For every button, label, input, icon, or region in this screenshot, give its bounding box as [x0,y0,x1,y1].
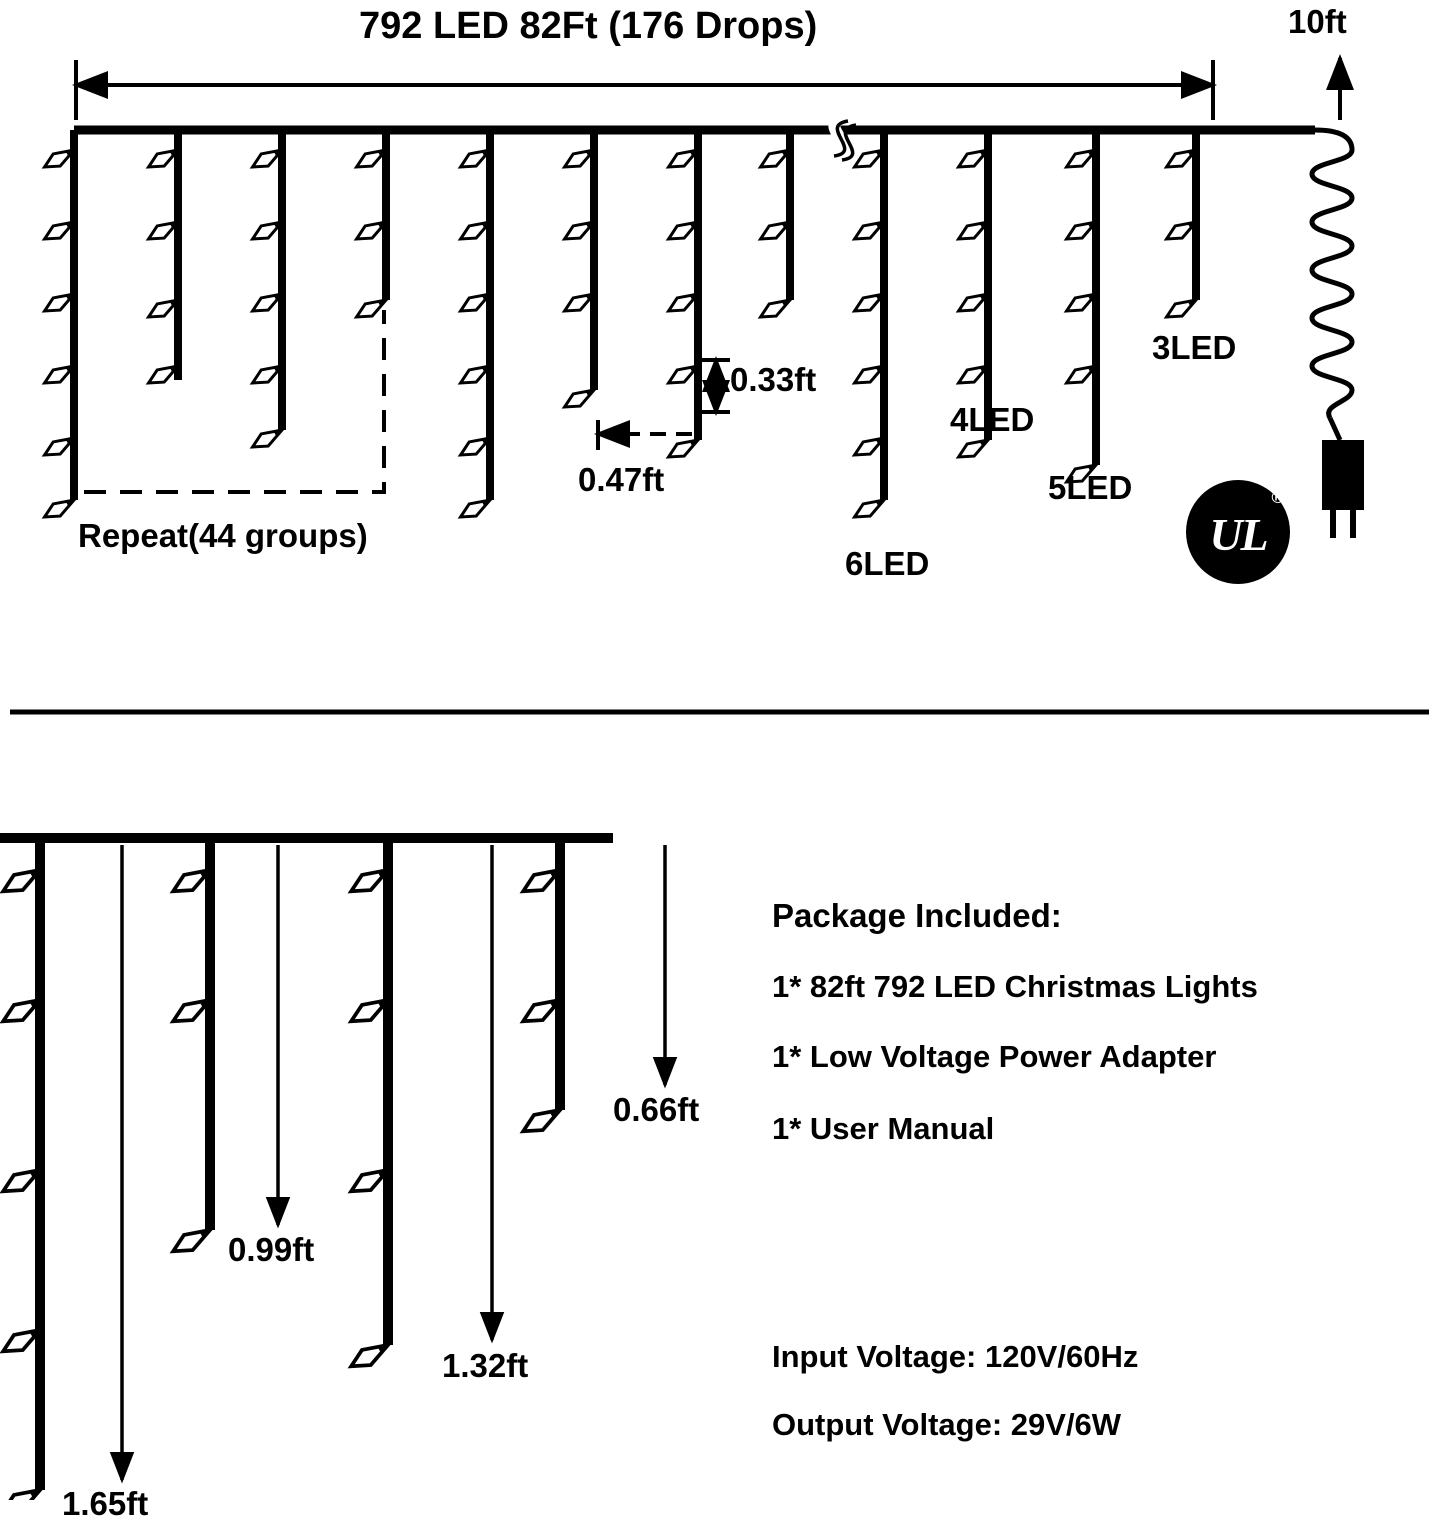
package-item: 1* Low Voltage Power Adapter [772,1039,1217,1074]
detail-length-label-066: 0.66ft [613,1091,700,1128]
ul-logo-icon [1186,480,1290,584]
drop-strand [757,130,793,323]
diagram-title: 792 LED 82Ft (176 Drops) [359,5,818,47]
drop-strand [353,130,389,323]
input-voltage-spec: Input Voltage: 120V/60Hz [772,1339,1139,1374]
drop-label-5led: 5LED [1048,469,1133,506]
repeat-group-box [84,310,384,492]
detail-drop-strand [0,838,44,1500]
drop-strand [249,130,285,453]
detail-length-label-099: 0.99ft [228,1231,315,1268]
detail-length-label-132: 1.32ft [442,1347,529,1384]
top-width-dimension [76,60,1213,120]
vertical-spacing-label: 0.33ft [730,361,817,398]
vertical-spacing-dimension [702,360,730,412]
detail-drop-strand [347,838,393,1374]
package-item: 1* 82ft 792 LED Christmas Lights [772,969,1258,1004]
drop-strand [851,130,887,523]
plug-length-label: 10ft [1288,3,1347,40]
drop-label-6led: 6LED [845,545,930,582]
repeat-group-label: Repeat(44 groups) [78,517,368,554]
ul-logo-text: UL [1209,508,1267,560]
drop-strand [145,130,181,323]
drop-strand [665,130,701,463]
drop-label-4led: 4LED [950,401,1035,438]
drop-strand [457,130,493,523]
drop-label-3led: 3LED [1152,329,1237,366]
detail-length-arrows [122,845,665,1480]
drop-strand [41,130,77,523]
registered-mark: ® [1271,488,1284,507]
detail-drop-strand [169,838,215,1259]
detail-drop-strand [519,838,565,1139]
drop-strand [1063,130,1099,488]
coiled-power-cord [1312,130,1352,440]
detail-length-label-165: 1.65ft [62,1485,149,1522]
drop-strand [1163,130,1199,323]
package-item: 1* User Manual [772,1111,995,1146]
power-plug [1322,440,1364,538]
horizontal-spacing-label: 0.47ft [578,461,665,498]
package-included-title: Package Included: [772,897,1062,934]
output-voltage-spec: Output Voltage: 29V/6W [772,1407,1122,1442]
drop-strand [561,130,597,413]
